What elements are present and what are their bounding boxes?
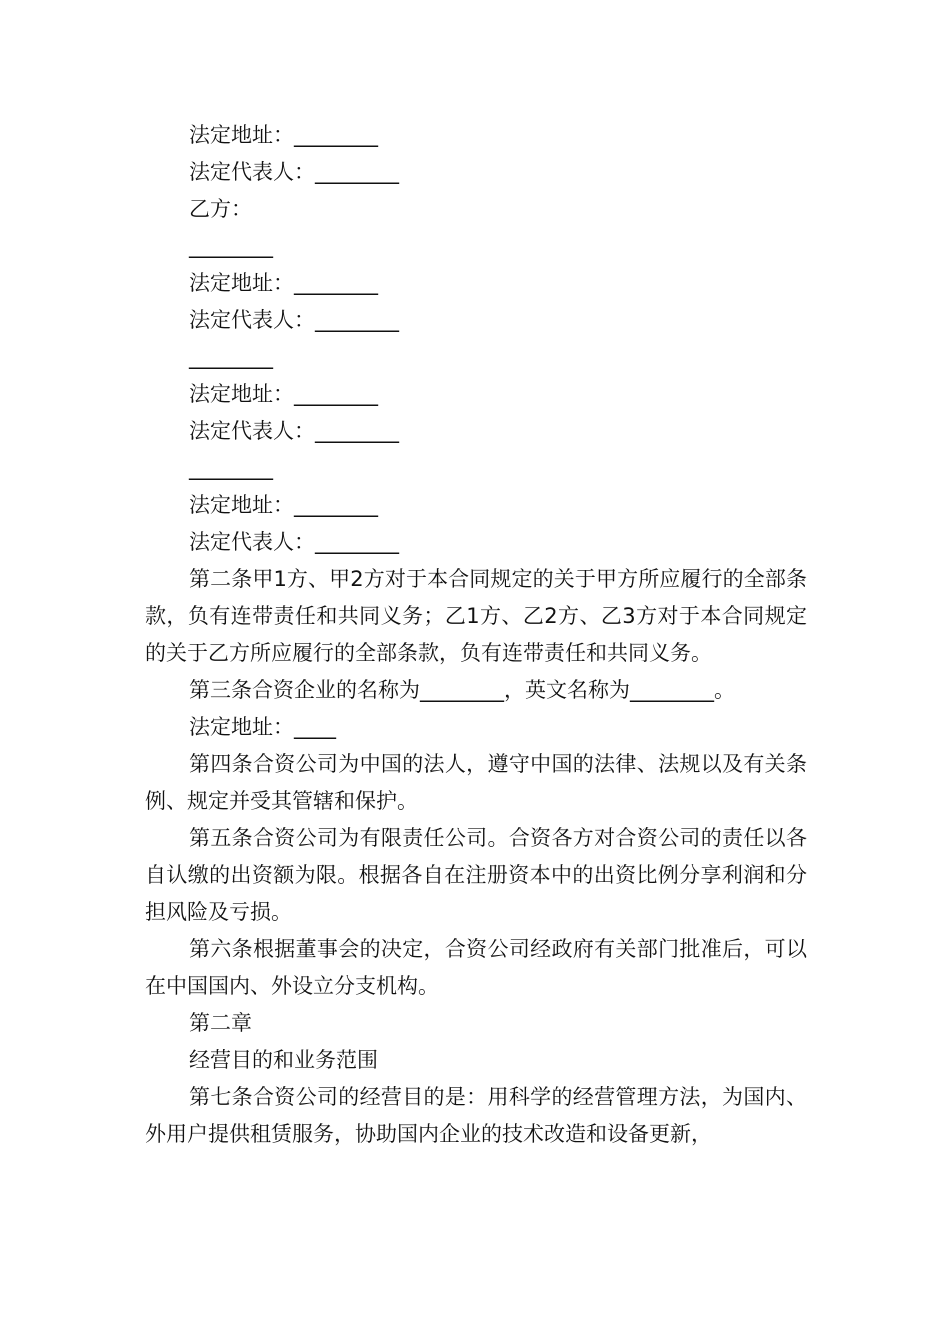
document-body <box>145 117 807 1153</box>
party-b1-legal-representative: 法定代表人：________ <box>189 308 399 332</box>
chapter-title: 经营目的和业务范围 <box>189 1048 378 1072</box>
article-6-paragraph: 第六条根据董事会的决定，合资公司经政府有关部门批准后，可以在中国国内、外设立分支机构。 <box>145 937 807 998</box>
party-a2-legal-address: 法定地址：________ <box>189 123 378 147</box>
party-a2-legal-representative: 法定代表人：________ <box>189 160 399 184</box>
party-b1-legal-address: 法定地址：________ <box>189 271 378 295</box>
article-3-legal-address: 法定地址：____ <box>189 715 336 739</box>
party-b2-name-blank: ________ <box>189 345 273 369</box>
article-7-paragraph: 第七条合资公司的经营目的是：用科学的经营管理方法，为国内、外用户提供租赁服务，协助国内企业的技术改造和设备更新， <box>145 1085 807 1146</box>
article-3-paragraph: 第三条合资企业的名称为________，英文名称为________。 <box>189 678 735 702</box>
article-2-paragraph: 第二条甲1方、甲2方对于本合同规定的关于甲方所应履行的全部条款，负有连带责任和共同义务；乙1方、乙2方、乙3方对于本合同规定的关于乙方所应履行的全部条款，负有连带责任和共同义务。 <box>145 567 807 665</box>
party-b1-name-blank: ________ <box>189 234 273 258</box>
chapter-number: 第二章 <box>189 1011 252 1035</box>
party-b-heading: 乙方： <box>189 197 252 221</box>
party-b2-legal-address: 法定地址：________ <box>189 382 378 406</box>
article-4-paragraph: 第四条合资公司为中国的法人，遵守中国的法律、法规以及有关条例、规定并受其管辖和保护。 <box>145 752 807 813</box>
party-b2-legal-representative: 法定代表人：________ <box>189 419 399 443</box>
party-b3-name-blank: ________ <box>189 456 273 480</box>
article-5-paragraph: 第五条合资公司为有限责任公司。合资各方对合资公司的责任以各自认缴的出资额为限。根据各自在注册资本中的出资比例分享利润和分担风险及亏损。 <box>145 826 807 924</box>
party-b3-legal-address: 法定地址：________ <box>189 493 378 517</box>
party-b3-legal-representative: 法定代表人：________ <box>189 530 399 554</box>
